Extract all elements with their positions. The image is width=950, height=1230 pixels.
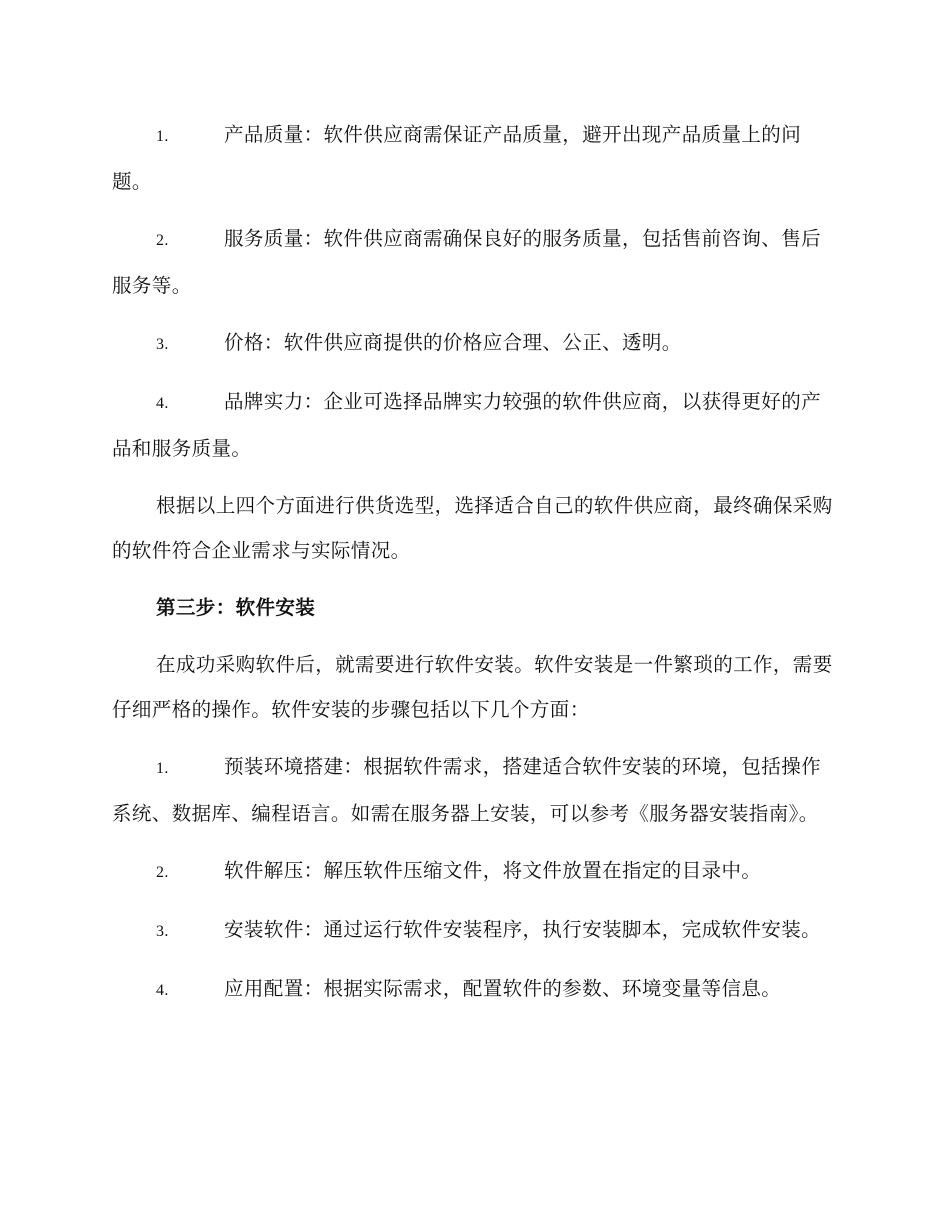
section-heading: 第三步：软件安装: [156, 596, 316, 619]
list-text: 服务质量：软件供应商需确保良好的服务质量，包括售前咨询、售后服务等。: [112, 227, 822, 297]
intro-paragraph: 在成功采购软件后，就需要进行软件安装。软件安装是一件繁琐的工作，需要仔细严格的操作。软件安装的步骤包括以下几个方面：: [112, 653, 833, 721]
list-number: 1.: [156, 128, 169, 145]
list-item-price: [112, 320, 837, 367]
list-text: 价格：软件供应商提供的价格应合理、公正、透明。: [224, 331, 682, 354]
list-item-service: [112, 216, 837, 308]
list-number: 1.: [156, 760, 169, 777]
list-text: 预装环境搭建：根据软件需求，搭建适合软件安装的环境，包括操作系统、数据库、编程语言。如需在服务器上安装，可以参考《服务器安装指南》。: [112, 755, 822, 825]
list-number: 3.: [156, 336, 169, 353]
list-number: 2.: [156, 864, 169, 881]
list-item-config: [112, 966, 837, 1013]
list-item-quality: [112, 112, 837, 204]
list-item-environment: [112, 744, 837, 836]
list-text: 软件解压：解压软件压缩文件，将文件放置在指定的目录中。: [224, 859, 762, 882]
list-number: 3.: [156, 923, 169, 940]
list-text: 产品质量：软件供应商需保证产品质量，避开出现产品质量上的问题。: [112, 123, 802, 193]
list-item-unzip: [112, 848, 837, 895]
list-text: 应用配置：根据实际需求，配置软件的参数、环境变量等信息。: [224, 977, 782, 1000]
list-text: 安装软件：通过运行软件安装程序，执行安装脚本，完成软件安装。: [224, 918, 822, 941]
list-text: 品牌实力：企业可选择品牌实力较强的软件供应商，以获得更好的产品和服务质量。: [112, 390, 822, 460]
document-body: [112, 112, 837, 1025]
list-item-brand: [112, 379, 837, 471]
list-item-install: [112, 907, 837, 954]
list-number: 4.: [156, 395, 169, 412]
summary-paragraph: 根据以上四个方面进行供货选型，选择适合自己的软件供应商，最终确保采购的软件符合企业需求与实际情况。: [112, 494, 833, 562]
list-number: 4.: [156, 982, 169, 999]
list-number: 2.: [156, 232, 169, 249]
